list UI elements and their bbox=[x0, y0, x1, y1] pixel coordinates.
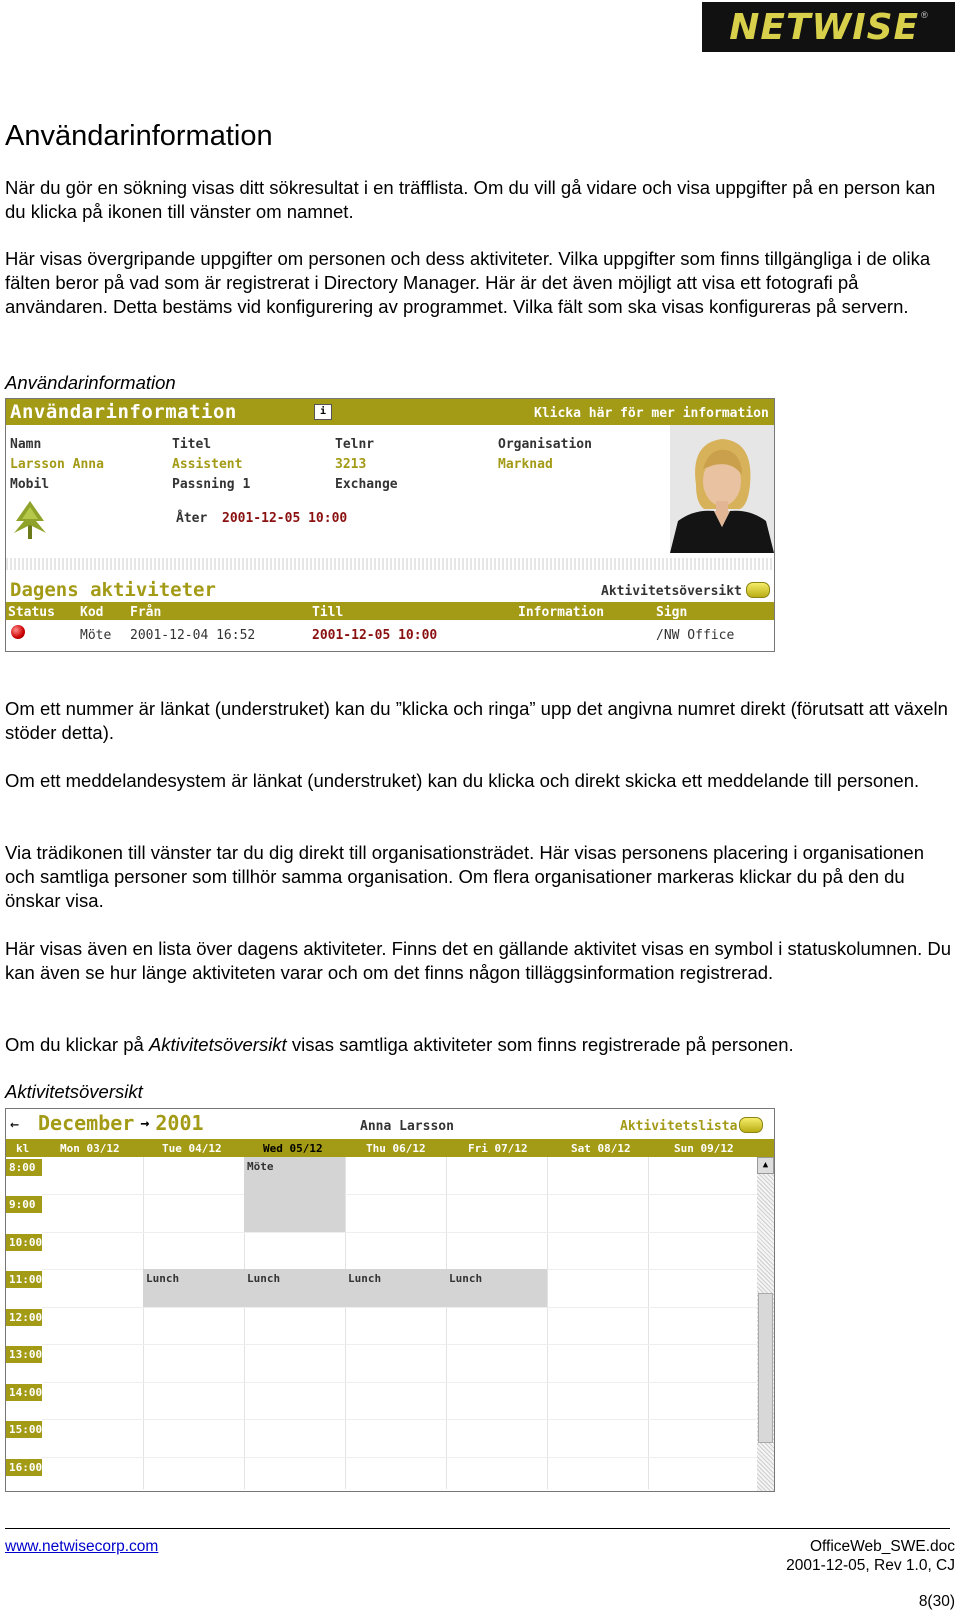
info-icon[interactable]: i bbox=[314, 404, 332, 420]
grid-line bbox=[42, 1194, 757, 1195]
grid-line bbox=[42, 1419, 757, 1420]
time-1500: 15:00 bbox=[6, 1421, 42, 1438]
calendar-person-name: Anna Larsson bbox=[360, 1119, 454, 1134]
paragraph-4: Om ett meddelandesystem är länkat (understruket) kan du klicka och direkt skicka ett meddelande till personen. bbox=[5, 770, 920, 791]
grid-line bbox=[42, 1307, 757, 1308]
user-info-title: Användarinformation bbox=[10, 401, 237, 423]
grid-line bbox=[547, 1157, 548, 1489]
meeting-label: Möte bbox=[247, 1160, 274, 1173]
row-sign: /NW Office bbox=[656, 628, 735, 643]
time-1100: 11:00 bbox=[6, 1271, 42, 1288]
lunch-label-fri: Lunch bbox=[449, 1272, 483, 1285]
lunch-block[interactable] bbox=[143, 1269, 547, 1307]
grid-line bbox=[648, 1157, 649, 1489]
value-organisation: Marknad bbox=[498, 457, 553, 472]
scrollbar-thumb[interactable] bbox=[758, 1293, 773, 1443]
lunch-label-wed: Lunch bbox=[247, 1272, 281, 1285]
month-name: December bbox=[38, 1111, 135, 1135]
caption-user-info: Användarinformation bbox=[5, 372, 176, 393]
calendar-grid[interactable] bbox=[42, 1157, 757, 1489]
overview-button-icon[interactable] bbox=[746, 582, 770, 598]
section-divider bbox=[6, 558, 774, 570]
scroll-up-arrow-icon[interactable]: ▲ bbox=[757, 1157, 774, 1174]
activity-list-button-icon[interactable] bbox=[739, 1117, 763, 1133]
paragraph-7-end: visas samtliga aktiviteter som finns registrerade på personen. bbox=[286, 1034, 794, 1055]
user-info-screenshot bbox=[5, 398, 775, 652]
col-status: Status bbox=[8, 605, 55, 620]
time-1400: 14:00 bbox=[6, 1384, 42, 1401]
value-back: 2001-12-05 10:00 bbox=[222, 511, 348, 526]
value-phone[interactable]: 3213 bbox=[335, 457, 367, 472]
paragraph-2: Här visas övergripande uppgifter om personen och dess aktiviteter. Vilka uppgifter som finns tillgängliga i de olika fälten beror på vad som är registrerat i Directory Manager. Här är det även möjligt att visa ett fotografi på användaren. Detta bestäms vid konfigurering av programmet. Vilka fält som ska visas konfigureras på servern. bbox=[5, 248, 931, 317]
more-info-link[interactable]: Klicka här för mer information bbox=[534, 406, 769, 421]
time-1000: 10:00 bbox=[6, 1234, 42, 1251]
paragraph-7-emphasis: Aktivitetsöversikt bbox=[148, 1034, 287, 1055]
row-kod: Möte bbox=[80, 628, 112, 643]
day-wed[interactable]: Wed 05/12 bbox=[263, 1142, 323, 1155]
caption-activity-overview: Aktivitetsöversikt bbox=[5, 1081, 143, 1102]
status-indicator-icon bbox=[11, 625, 25, 639]
day-tue[interactable]: Tue 04/12 bbox=[162, 1142, 222, 1155]
logo-text: NETWISE bbox=[729, 6, 920, 48]
day-thu[interactable]: Thu 06/12 bbox=[366, 1142, 426, 1155]
activity-overview-link[interactable]: Aktivitetsöversikt bbox=[601, 584, 742, 599]
label-mobile: Mobil bbox=[10, 477, 50, 492]
calendar-month bbox=[38, 1111, 204, 1135]
time-0800: 8:00 bbox=[6, 1159, 42, 1176]
calendar-year: 2001 bbox=[155, 1111, 204, 1135]
label-back: Åter bbox=[176, 511, 208, 526]
col-sign: Sign bbox=[656, 605, 688, 620]
next-month-arrow-icon[interactable]: → bbox=[140, 1114, 150, 1132]
time-0900: 9:00 bbox=[6, 1196, 42, 1213]
footer-revision: 2001-12-05, Rev 1.0, CJ bbox=[786, 1557, 955, 1574]
value-title: Assistent bbox=[172, 457, 243, 472]
grid-line bbox=[42, 1382, 757, 1383]
row-to: 2001-12-05 10:00 bbox=[312, 628, 438, 643]
paragraph-5: Via trädikonen till vänster tar du dig direkt till organisationsträdet. Här visas personens placering i organisationen och samtliga personer som tillhör samma organisation. Om flera organisationer markeras klickar du på den du önskar visa. bbox=[5, 842, 924, 911]
logo-registered-mark: ® bbox=[921, 10, 928, 20]
paragraph-6: Här visas även en lista över dagens aktiviteter. Finns det en gällande aktivitet visas en symbol i statuskolumnen. Du kan även se hur länge aktiviteten varar och om det finns någon tilläggsinformation registrerad. bbox=[5, 938, 952, 983]
paragraph-1: När du gör en sökning visas ditt sökresultat i en träfflista. Om du vill gå vidare och visa uppgifter på en person kan du klicka på ikonen till vänster om namnet. bbox=[5, 177, 936, 222]
paragraph-7 bbox=[5, 1033, 955, 1057]
grid-line bbox=[42, 1457, 757, 1458]
label-passing: Passning 1 bbox=[172, 477, 251, 492]
label-exchange: Exchange bbox=[335, 477, 398, 492]
col-to: Till bbox=[312, 605, 344, 620]
prev-month-arrow-icon[interactable]: ← bbox=[10, 1115, 20, 1133]
grid-line bbox=[446, 1157, 447, 1489]
footer-divider bbox=[5, 1528, 950, 1529]
paragraph-3: Om ett nummer är länkat (understruket) kan du ”klicka och ringa” upp det angivna numret direkt (förutsatt att växeln stöder detta). bbox=[5, 698, 948, 743]
lunch-label-thu: Lunch bbox=[348, 1272, 382, 1285]
col-kod: Kod bbox=[80, 605, 104, 620]
time-1200: 12:00 bbox=[6, 1309, 42, 1326]
document-title: Användarinformation bbox=[5, 120, 273, 152]
kl-label: kl bbox=[16, 1142, 30, 1155]
tree-icon[interactable] bbox=[10, 499, 50, 541]
col-information: Information bbox=[518, 605, 605, 620]
label-phone: Telnr bbox=[335, 437, 375, 452]
label-name: Namn bbox=[10, 437, 42, 452]
activity-list-link[interactable]: Aktivitetslista bbox=[620, 1119, 738, 1134]
grid-line bbox=[42, 1344, 757, 1345]
day-sun[interactable]: Sun 09/12 bbox=[674, 1142, 734, 1155]
grid-line bbox=[345, 1157, 346, 1489]
footer-filename: OfficeWeb_SWE.doc bbox=[809, 1538, 955, 1555]
paragraph-7-start: Om du klickar på bbox=[5, 1034, 149, 1055]
activity-overview-screenshot bbox=[5, 1108, 775, 1492]
value-name: Larsson Anna bbox=[10, 457, 104, 472]
grid-line bbox=[42, 1232, 757, 1233]
footer-website-link[interactable]: www.netwisecorp.com bbox=[5, 1538, 159, 1555]
footer-page-number: 8(30) bbox=[918, 1593, 955, 1610]
time-1600: 16:00 bbox=[6, 1459, 42, 1476]
netwise-logo bbox=[702, 2, 955, 52]
grid-line bbox=[143, 1157, 144, 1489]
day-mon[interactable]: Mon 03/12 bbox=[60, 1142, 120, 1155]
label-title: Titel bbox=[172, 437, 212, 452]
lunch-label-tue: Lunch bbox=[146, 1272, 180, 1285]
col-from: Från bbox=[130, 605, 162, 620]
row-from: 2001-12-04 16:52 bbox=[130, 628, 256, 643]
time-1300: 13:00 bbox=[6, 1346, 42, 1363]
label-organisation: Organisation bbox=[498, 437, 592, 452]
user-photo bbox=[670, 425, 774, 553]
todays-activities-title: Dagens aktiviteter bbox=[10, 579, 216, 601]
day-fri[interactable]: Fri 07/12 bbox=[468, 1142, 528, 1155]
day-sat[interactable]: Sat 08/12 bbox=[571, 1142, 631, 1155]
